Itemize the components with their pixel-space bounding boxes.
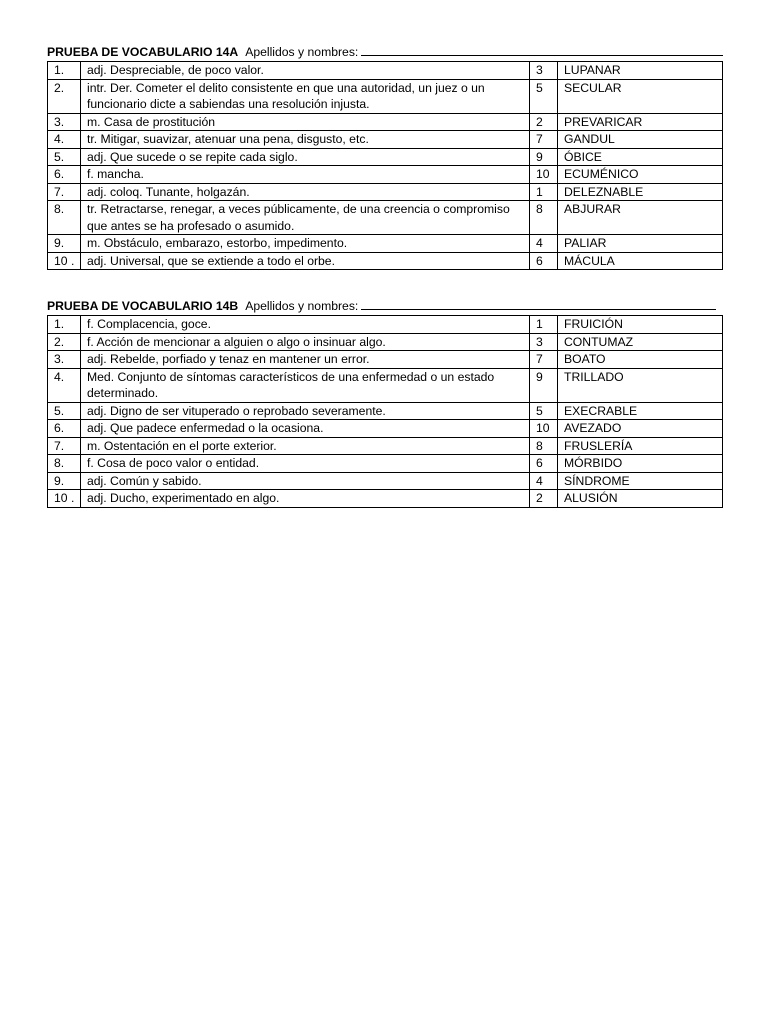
vocabulary-word-cell: FRUICIÓN xyxy=(558,316,723,334)
table-row xyxy=(48,490,723,508)
definition-cell: adj. Ducho, experimentado en algo. xyxy=(81,490,530,508)
definition-cell: adj. Digno de ser vituperado o reprobado severamente. xyxy=(81,402,530,420)
definition-cell: tr. Retractarse, renegar, a veces públicamente, de una creencia o compromiso que antes se ha profesado o asumido. xyxy=(81,201,530,235)
vocabulary-word-cell: PALIAR xyxy=(558,235,723,253)
definition-cell: adj. Despreciable, de poco valor. xyxy=(81,62,530,80)
item-number: 8. xyxy=(48,201,81,235)
vocabulary-word-cell: EXECRABLE xyxy=(558,402,723,420)
answer-key-cell: 1 xyxy=(530,183,558,201)
item-number: 9. xyxy=(48,472,81,490)
answer-key-cell: 8 xyxy=(530,201,558,235)
answer-key-cell: 4 xyxy=(530,472,558,490)
table-row xyxy=(48,235,723,253)
vocabulary-word-cell: BOATO xyxy=(558,351,723,369)
answer-key-cell: 1 xyxy=(530,316,558,334)
answer-key-cell: 6 xyxy=(530,252,558,270)
answer-key-cell: 5 xyxy=(530,402,558,420)
item-number: 5. xyxy=(48,402,81,420)
table-row xyxy=(48,79,723,113)
name-label: Apellidos y nombres: xyxy=(245,299,359,313)
item-number: 7. xyxy=(48,437,81,455)
vocabulary-word-cell: ALUSIÓN xyxy=(558,490,723,508)
quiz-title: PRUEBA DE VOCABULARIO 14B xyxy=(47,299,239,313)
vocab-table-14a xyxy=(47,61,723,270)
table-row xyxy=(48,351,723,369)
definition-cell: adj. Que sucede o se repite cada siglo. xyxy=(81,148,530,166)
table-row xyxy=(48,201,723,235)
item-number: 8. xyxy=(48,455,81,473)
answer-key-cell: 7 xyxy=(530,351,558,369)
vocabulary-word-cell: MÓRBIDO xyxy=(558,455,723,473)
quiz-title: PRUEBA DE VOCABULARIO 14A xyxy=(47,45,239,59)
answer-key-cell: 7 xyxy=(530,131,558,149)
definition-cell: f. mancha. xyxy=(81,166,530,184)
vocabulary-word-cell: SECULAR xyxy=(558,79,723,113)
definition-cell: f. Acción de mencionar a alguien o algo o insinuar algo. xyxy=(81,333,530,351)
vocabulary-word-cell: ECUMÉNICO xyxy=(558,166,723,184)
item-number: 2. xyxy=(48,79,81,113)
vocabulary-word-cell: CONTUMAZ xyxy=(558,333,723,351)
item-number: 10 . xyxy=(48,252,81,270)
table-row xyxy=(48,131,723,149)
answer-key-cell: 9 xyxy=(530,368,558,402)
table-row xyxy=(48,183,723,201)
quiz-14a xyxy=(47,44,722,270)
quiz-14a-header xyxy=(47,44,722,61)
table-row xyxy=(48,333,723,351)
table-row xyxy=(48,113,723,131)
definition-cell: m. Casa de prostitución xyxy=(81,113,530,131)
name-label: Apellidos y nombres: xyxy=(245,45,359,59)
answer-key-cell: 2 xyxy=(530,113,558,131)
vocabulary-word-cell: ÓBICE xyxy=(558,148,723,166)
item-number: 1. xyxy=(48,316,81,334)
definition-cell: f. Complacencia, goce. xyxy=(81,316,530,334)
item-number: 6. xyxy=(48,166,81,184)
vocabulary-word-cell: MÁCULA xyxy=(558,252,723,270)
quiz-14b-header xyxy=(47,298,722,315)
item-number: 6. xyxy=(48,420,81,438)
item-number: 4. xyxy=(48,368,81,402)
item-number: 7. xyxy=(48,183,81,201)
answer-key-cell: 10 xyxy=(530,420,558,438)
definition-cell: adj. Universal, que se extiende a todo el orbe. xyxy=(81,252,530,270)
definition-cell: Med. Conjunto de síntomas característicos de una enfermedad o un estado determinado. xyxy=(81,368,530,402)
table-row xyxy=(48,62,723,80)
answer-key-cell: 3 xyxy=(530,62,558,80)
definition-cell: adj. Común y sabido. xyxy=(81,472,530,490)
item-number: 4. xyxy=(48,131,81,149)
definition-cell: m. Obstáculo, embarazo, estorbo, impedimento. xyxy=(81,235,530,253)
name-blank-line[interactable] xyxy=(361,54,723,56)
table-row xyxy=(48,420,723,438)
answer-key-cell: 9 xyxy=(530,148,558,166)
table-row xyxy=(48,148,723,166)
answer-key-cell: 8 xyxy=(530,437,558,455)
quiz-14b xyxy=(47,298,722,508)
answer-key-cell: 3 xyxy=(530,333,558,351)
vocabulary-word-cell: DELEZNABLE xyxy=(558,183,723,201)
item-number: 3. xyxy=(48,351,81,369)
answer-key-cell: 10 xyxy=(530,166,558,184)
vocabulary-word-cell: TRILLADO xyxy=(558,368,723,402)
vocabulary-word-cell: PREVARICAR xyxy=(558,113,723,131)
table-row xyxy=(48,402,723,420)
vocabulary-word-cell: AVEZADO xyxy=(558,420,723,438)
vocabulary-word-cell: GANDUL xyxy=(558,131,723,149)
definition-cell: adj. Rebelde, porfiado y tenaz en mantener un error. xyxy=(81,351,530,369)
answer-key-cell: 4 xyxy=(530,235,558,253)
definition-cell: adj. Que padece enfermedad o la ocasiona. xyxy=(81,420,530,438)
definition-cell: adj. coloq. Tunante, holgazán. xyxy=(81,183,530,201)
definition-cell: tr. Mitigar, suavizar, atenuar una pena, disgusto, etc. xyxy=(81,131,530,149)
table-row xyxy=(48,455,723,473)
definition-cell: f. Cosa de poco valor o entidad. xyxy=(81,455,530,473)
item-number: 2. xyxy=(48,333,81,351)
item-number: 9. xyxy=(48,235,81,253)
table-row xyxy=(48,472,723,490)
definition-cell: m. Ostentación en el porte exterior. xyxy=(81,437,530,455)
table-row xyxy=(48,316,723,334)
answer-key-cell: 6 xyxy=(530,455,558,473)
vocabulary-word-cell: SÍNDROME xyxy=(558,472,723,490)
item-number: 3. xyxy=(48,113,81,131)
vocab-table-body xyxy=(48,62,723,270)
answer-key-cell: 5 xyxy=(530,79,558,113)
vocab-table-body xyxy=(48,316,723,508)
table-row xyxy=(48,437,723,455)
table-row xyxy=(48,368,723,402)
item-number: 5. xyxy=(48,148,81,166)
table-row xyxy=(48,252,723,270)
vocabulary-word-cell: ABJURAR xyxy=(558,201,723,235)
definition-cell: intr. Der. Cometer el delito consistente en que una autoridad, un juez o un funcionario dicte a sabiendas una resolución injusta. xyxy=(81,79,530,113)
item-number: 10 . xyxy=(48,490,81,508)
answer-key-cell: 2 xyxy=(530,490,558,508)
table-row xyxy=(48,166,723,184)
vocab-table-14b xyxy=(47,315,723,508)
vocabulary-word-cell: LUPANAR xyxy=(558,62,723,80)
item-number: 1. xyxy=(48,62,81,80)
name-blank-line[interactable] xyxy=(361,308,716,310)
vocabulary-word-cell: FRUSLERÍA xyxy=(558,437,723,455)
